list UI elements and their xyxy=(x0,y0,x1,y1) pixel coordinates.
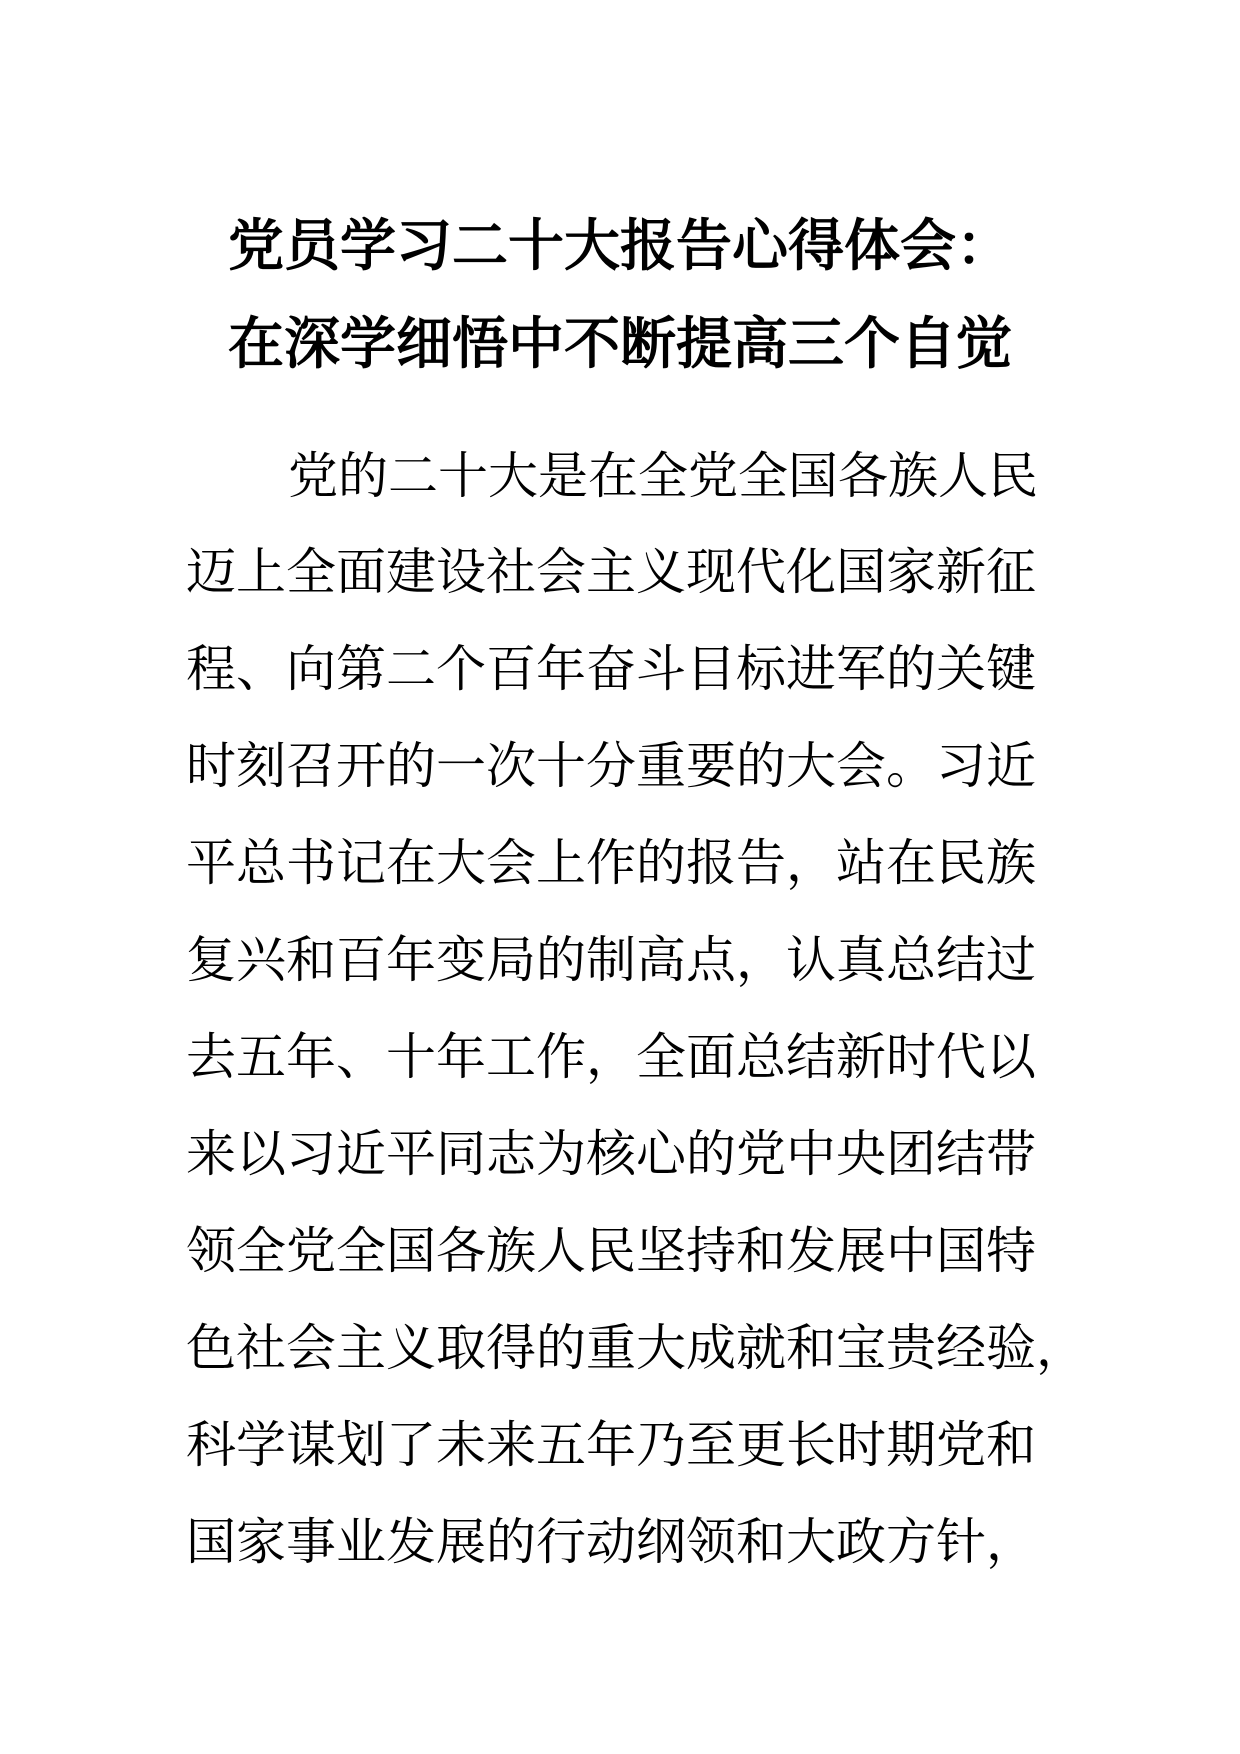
paragraph-line-1: 党的二十大是在全党全国各族人民 xyxy=(288,447,1038,505)
paragraph-line-11: 科学谋划了未来五年乃至更长时期党和 xyxy=(186,1416,1036,1474)
paragraph-line-8: 来以习近平同志为核心的党中央团结带 xyxy=(186,1125,1036,1183)
paragraph-line-6: 复兴和百年变局的制高点，认真总结过 xyxy=(186,931,1036,989)
paragraph-line-4: 时刻召开的一次十分重要的大会。习近 xyxy=(186,737,1036,795)
paragraph-line-12: 国家事业发展的行动纲领和大政方针， xyxy=(186,1513,1036,1571)
document-title-line-2: 在深学细悟中不断提高三个自觉 xyxy=(228,312,1012,377)
paragraph-line-9: 领全党全国各族人民坚持和发展中国特 xyxy=(186,1222,1036,1280)
paragraph-line-2: 迈上全面建设社会主义现代化国家新征 xyxy=(186,543,1036,601)
paragraph-line-3: 程、向第二个百年奋斗目标进军的关键 xyxy=(186,640,1036,698)
document-title-line-1: 党员学习二十大报告心得体会： xyxy=(228,214,1012,279)
paragraph-line-10: 色社会主义取得的重大成就和宝贵经验， xyxy=(186,1319,1086,1377)
paragraph-line-5: 平总书记在大会上作的报告，站在民族 xyxy=(186,834,1036,892)
paragraph-line-7: 去五年、十年工作，全面总结新时代以 xyxy=(186,1028,1036,1086)
